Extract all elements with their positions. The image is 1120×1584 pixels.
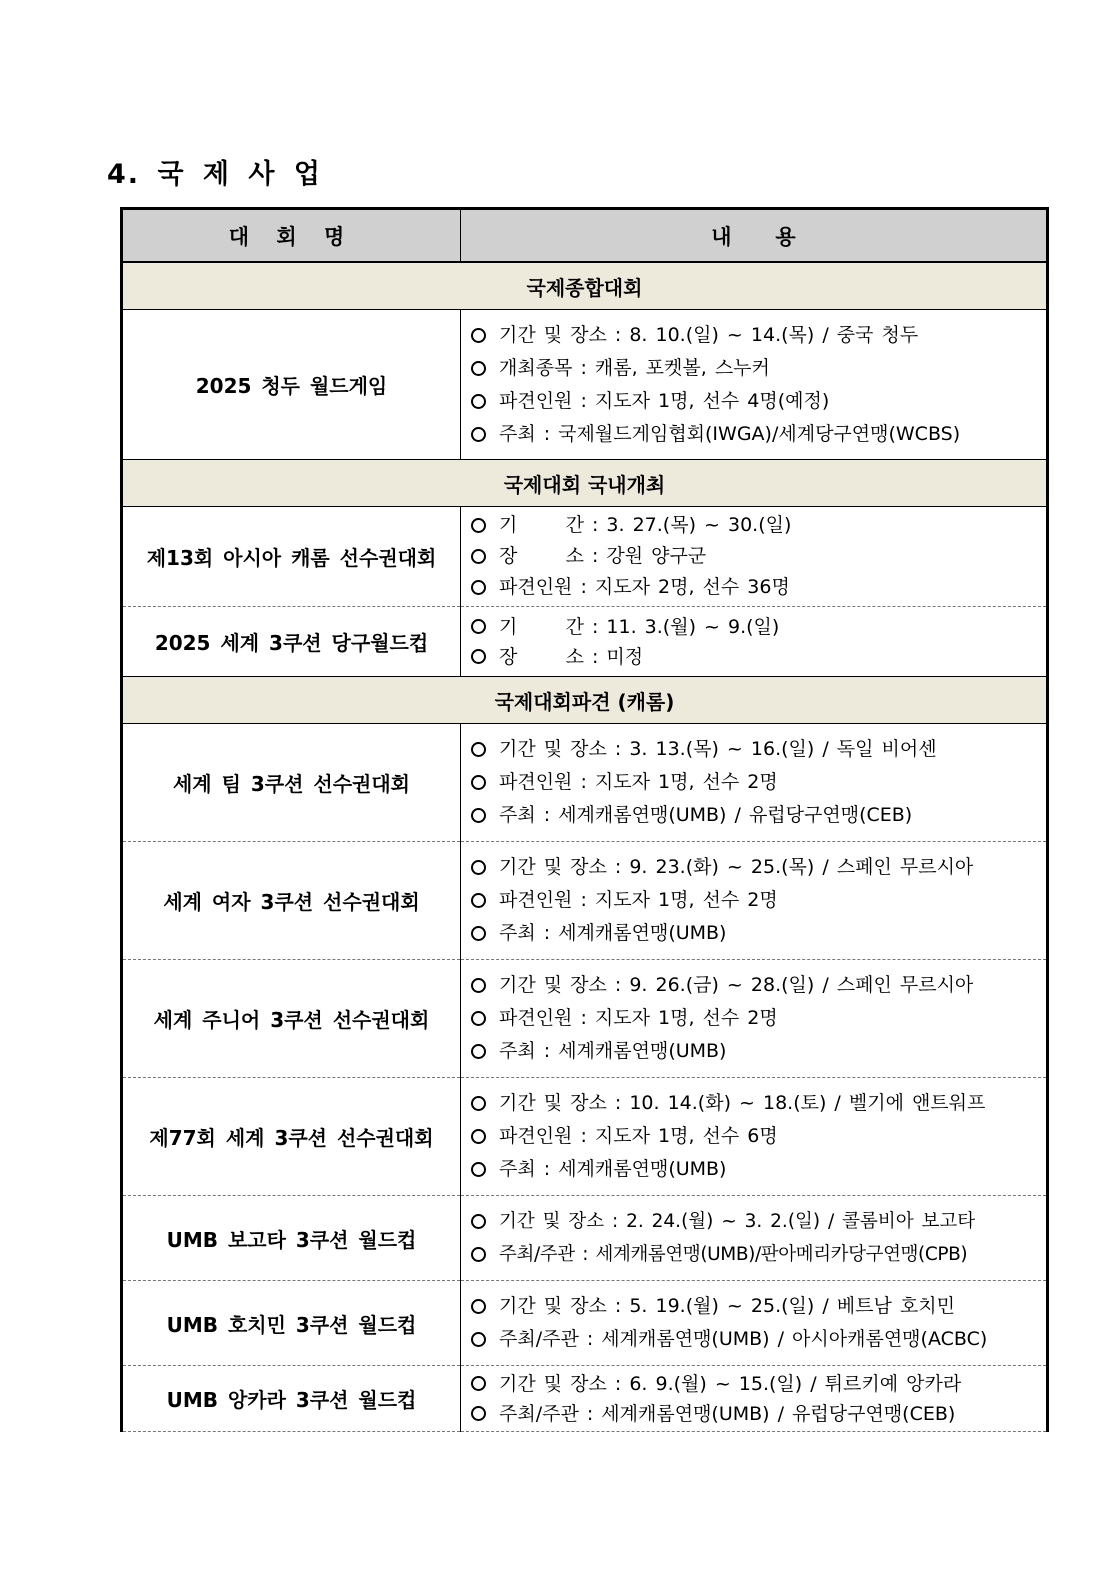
circle-bullet-icon [471, 518, 486, 533]
event-name: 제13회 아시아 캐롬 선수권대회 [122, 507, 461, 607]
circle-bullet-icon [471, 1044, 486, 1059]
detail-line: 장 소 : 강원 양구군 [471, 541, 1046, 572]
section-title-cell: 국제대회 국내개최 [122, 460, 1048, 507]
detail-line: 주최 : 세계캐롬연맹(UMB) [471, 917, 1046, 950]
circle-bullet-icon [471, 808, 486, 823]
circle-bullet-icon [471, 427, 486, 442]
detail-line: 파견인원 : 지도자 1명, 선수 2명 [471, 766, 1046, 799]
circle-bullet-icon [471, 742, 486, 757]
detail-line: 주최 : 세계캐롬연맹(UMB) [471, 1153, 1046, 1186]
detail-line: 주최/주관 : 세계캐롬연맹(UMB) / 아시아캐롬연맹(ACBC) [471, 1323, 1046, 1356]
table-row [122, 1196, 1048, 1281]
circle-bullet-icon [471, 860, 486, 875]
detail-line: 파견인원 : 지도자 1명, 선수 4명(예정) [471, 385, 1046, 418]
circle-bullet-icon [471, 328, 486, 343]
circle-bullet-icon [471, 394, 486, 409]
event-details [461, 724, 1048, 842]
circle-bullet-icon [471, 978, 486, 993]
section-title-cell: 국제대회파견 (캐롬) [122, 677, 1048, 724]
events-table [120, 207, 1049, 1432]
detail-line: 파견인원 : 지도자 2명, 선수 36명 [471, 572, 1046, 603]
event-name: 세계 주니어 3쿠션 선수권대회 [122, 960, 461, 1078]
circle-bullet-icon [471, 775, 486, 790]
section-row [122, 677, 1048, 724]
detail-line: 주최/주관 : 세계캐롬연맹(UMB)/판아메리카당구연맹(CPB) [471, 1238, 1046, 1271]
event-details [461, 507, 1048, 607]
event-details [461, 1281, 1048, 1366]
detail-line: 개최종목 : 캐롬, 포켓볼, 스누커 [471, 352, 1046, 385]
header-content: 내 용 [461, 209, 1048, 263]
detail-line: 기간 및 장소 : 2. 24.(월) ~ 3. 2.(일) / 콜롬비아 보고타 [471, 1205, 1046, 1238]
event-name: 세계 팀 3쿠션 선수권대회 [122, 724, 461, 842]
circle-bullet-icon [471, 1214, 486, 1229]
detail-line: 기 간 : 11. 3.(월) ~ 9.(일) [471, 612, 1046, 642]
event-name: UMB 보고타 3쿠션 월드컵 [122, 1196, 461, 1281]
detail-line: 주최 : 세계캐롬연맹(UMB) / 유럽당구연맹(CEB) [471, 799, 1046, 832]
event-name: UMB 앙카라 3쿠션 월드컵 [122, 1366, 461, 1432]
detail-line: 기간 및 장소 : 10. 14.(화) ~ 18.(토) / 벨기에 앤트워프 [471, 1087, 1046, 1120]
event-details [461, 960, 1048, 1078]
circle-bullet-icon [471, 1096, 486, 1111]
circle-bullet-icon [471, 1162, 486, 1177]
circle-bullet-icon [471, 649, 486, 664]
table-row [122, 960, 1048, 1078]
event-name: 2025 세계 3쿠션 당구월드컵 [122, 607, 461, 677]
section-row [122, 262, 1048, 310]
detail-line: 기간 및 장소 : 8. 10.(일) ~ 14.(목) / 중국 청두 [471, 319, 1046, 352]
event-details [461, 1078, 1048, 1196]
event-details [461, 607, 1048, 677]
table-row [122, 842, 1048, 960]
table-row [122, 310, 1048, 460]
table-header [122, 209, 1048, 263]
event-name: 제77회 세계 3쿠션 선수권대회 [122, 1078, 461, 1196]
circle-bullet-icon [471, 1247, 486, 1262]
table-row [122, 1366, 1048, 1432]
event-name: 세계 여자 3쿠션 선수권대회 [122, 842, 461, 960]
detail-line: 기간 및 장소 : 6. 9.(월) ~ 15.(일) / 튀르키예 앙카라 [471, 1369, 1046, 1399]
event-name: 2025 청두 월드게임 [122, 310, 461, 460]
table-row [122, 1281, 1048, 1366]
circle-bullet-icon [471, 1011, 486, 1026]
detail-line: 기간 및 장소 : 9. 23.(화) ~ 25.(목) / 스페인 무르시아 [471, 851, 1046, 884]
event-details [461, 1196, 1048, 1281]
event-name: UMB 호치민 3쿠션 월드컵 [122, 1281, 461, 1366]
detail-line: 파견인원 : 지도자 1명, 선수 2명 [471, 884, 1046, 917]
event-details [461, 842, 1048, 960]
detail-line: 기간 및 장소 : 5. 19.(월) ~ 25.(일) / 베트남 호치민 [471, 1290, 1046, 1323]
detail-line: 기 간 : 3. 27.(목) ~ 30.(일) [471, 510, 1046, 541]
circle-bullet-icon [471, 549, 486, 564]
circle-bullet-icon [471, 1406, 486, 1421]
table-row [122, 1078, 1048, 1196]
detail-line: 주최 : 세계캐롬연맹(UMB) [471, 1035, 1046, 1068]
detail-line: 기간 및 장소 : 3. 13.(목) ~ 16.(일) / 독일 비어센 [471, 733, 1046, 766]
detail-line: 주최 : 국제월드게임협회(IWGA)/세계당구연맹(WCBS) [471, 418, 1046, 451]
section-title: 4. 국 제 사 업 [107, 159, 322, 190]
detail-line: 파견인원 : 지도자 1명, 선수 6명 [471, 1120, 1046, 1153]
detail-line: 주최/주관 : 세계캐롬연맹(UMB) / 유럽당구연맹(CEB) [471, 1399, 1046, 1429]
circle-bullet-icon [471, 893, 486, 908]
table-row [122, 724, 1048, 842]
circle-bullet-icon [471, 926, 486, 941]
circle-bullet-icon [471, 1376, 486, 1391]
circle-bullet-icon [471, 1299, 486, 1314]
header-name: 대 회 명 [122, 209, 461, 263]
event-details [461, 310, 1048, 460]
circle-bullet-icon [471, 1129, 486, 1144]
section-row [122, 460, 1048, 507]
circle-bullet-icon [471, 580, 486, 595]
table-row [122, 507, 1048, 607]
detail-line: 장 소 : 미정 [471, 642, 1046, 672]
table-row [122, 607, 1048, 677]
detail-line: 기간 및 장소 : 9. 26.(금) ~ 28.(일) / 스페인 무르시아 [471, 969, 1046, 1002]
section-title-cell: 국제종합대회 [122, 262, 1048, 310]
detail-line: 파견인원 : 지도자 1명, 선수 2명 [471, 1002, 1046, 1035]
circle-bullet-icon [471, 1332, 486, 1347]
circle-bullet-icon [471, 619, 486, 634]
event-details [461, 1366, 1048, 1432]
circle-bullet-icon [471, 361, 486, 376]
